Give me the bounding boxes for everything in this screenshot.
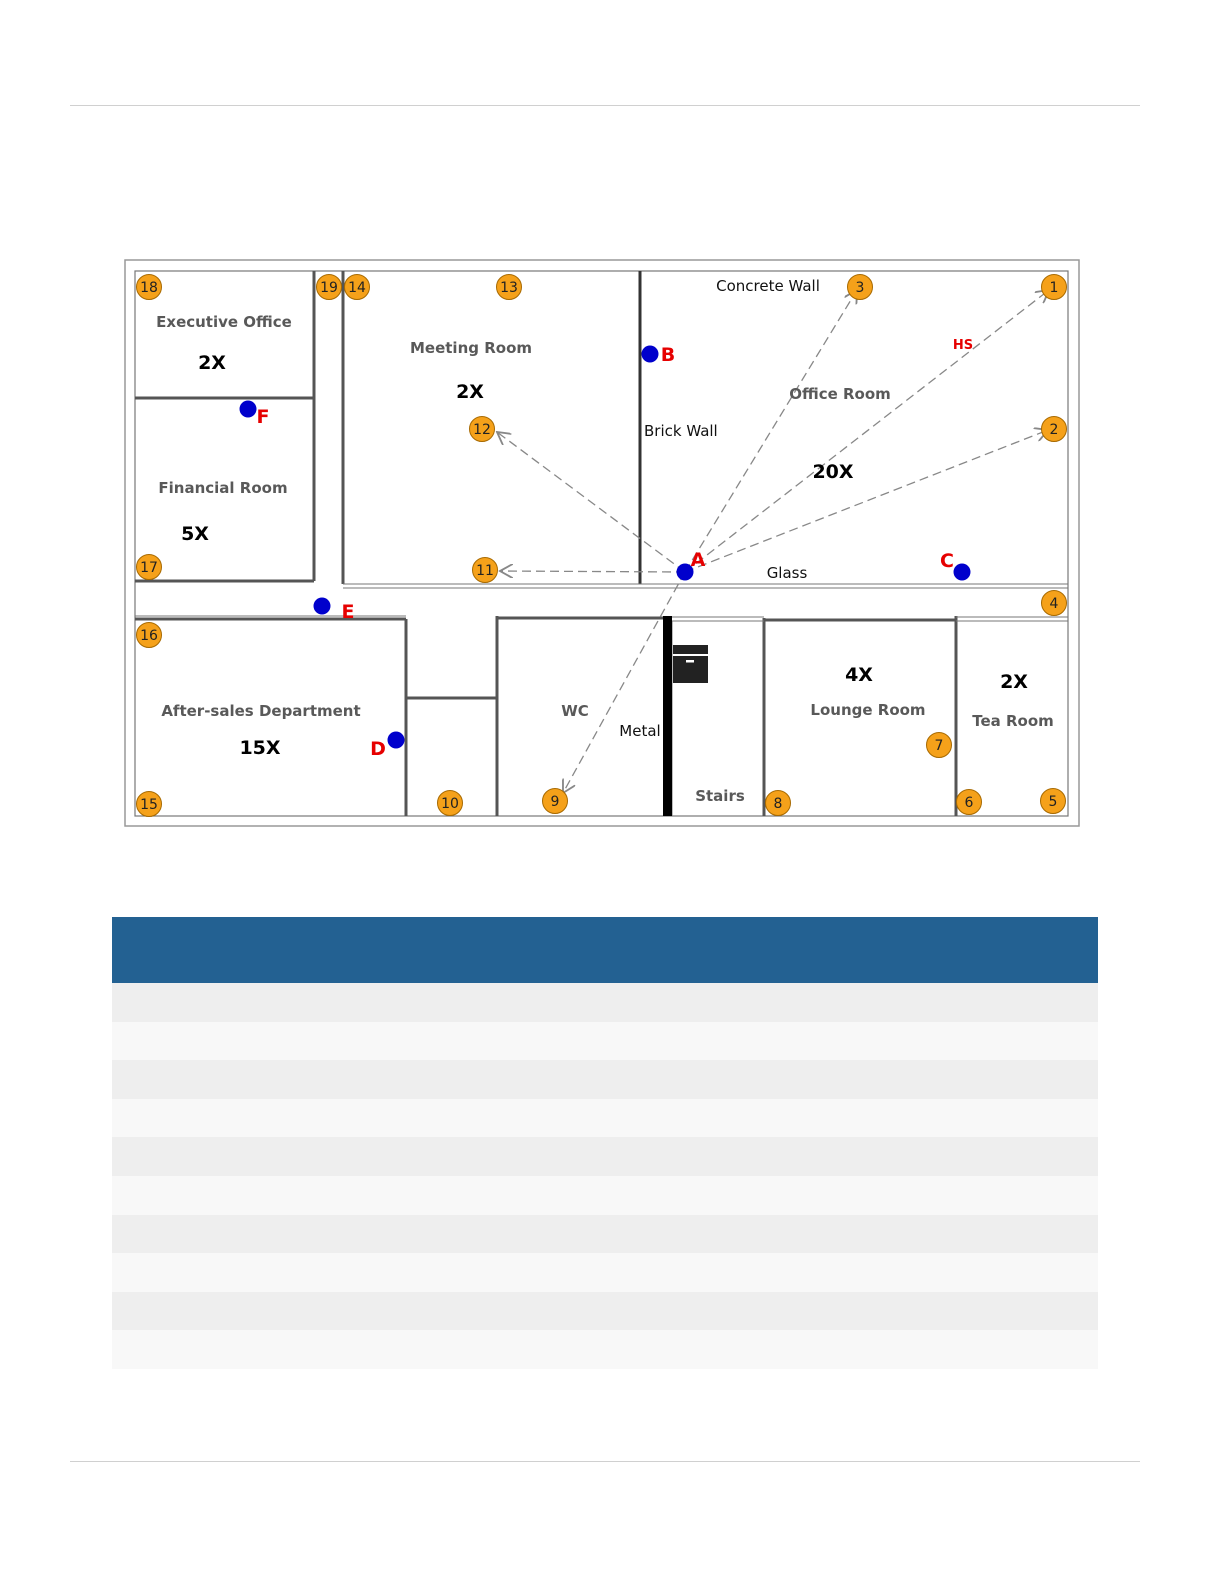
- multiplier-after-sales-department: 15X: [239, 737, 281, 759]
- table-body: [112, 983, 1098, 1369]
- test-point-2: [1042, 417, 1067, 442]
- access-point-marker: [240, 401, 257, 418]
- test-point-13: [497, 275, 522, 300]
- test-point-4: [1042, 591, 1067, 616]
- test-point-number: 7: [934, 738, 944, 754]
- material-label-metal: Metal: [619, 722, 661, 740]
- test-point-14: [345, 275, 370, 300]
- room-label-office-room: Office Room: [789, 385, 891, 403]
- test-point-number: 11: [476, 563, 494, 579]
- data-table: [112, 917, 1098, 1369]
- test-point-15: [137, 792, 162, 817]
- room-label-executive-office: Executive Office: [156, 313, 292, 331]
- access-point-label: F: [256, 406, 270, 428]
- table-row: [112, 1060, 1098, 1099]
- access-point-marker: [388, 732, 405, 749]
- test-point-number: 3: [855, 280, 865, 296]
- access-point-marker: [642, 346, 659, 363]
- test-point-number: 9: [550, 794, 560, 810]
- room-label-stairs: Stairs: [695, 787, 745, 805]
- access-point-label: B: [660, 344, 676, 366]
- table-row: [112, 1137, 1098, 1176]
- table-row: [112, 1292, 1098, 1331]
- test-point-3: [848, 275, 873, 300]
- multiplier-meeting-room: 2X: [456, 381, 484, 403]
- material-label-glass: Glass: [766, 564, 808, 582]
- table-header: [112, 917, 1098, 983]
- access-point-marker: [314, 598, 331, 615]
- multiplier-tea-room: 2X: [1000, 671, 1028, 693]
- multiplier-financial-room: 5X: [181, 523, 209, 545]
- test-point-number: 5: [1048, 794, 1058, 810]
- cabinet-icon: [673, 645, 708, 683]
- test-point-16: [137, 623, 162, 648]
- access-point-label: E: [341, 601, 355, 623]
- test-point-11: [473, 558, 498, 583]
- test-point-number: 8: [773, 796, 783, 812]
- test-point-9: [543, 789, 568, 814]
- table-row: [112, 1215, 1098, 1254]
- test-point-number: 14: [348, 280, 366, 296]
- room-label-financial-room: Financial Room: [158, 479, 288, 497]
- access-point-label: D: [370, 738, 386, 760]
- table-row: [112, 1022, 1098, 1061]
- material-label-brick: Brick Wall: [644, 422, 718, 440]
- multiplier-office-room: 20X: [812, 461, 854, 483]
- test-point-6: [957, 790, 982, 815]
- test-point-number: 6: [964, 795, 974, 811]
- test-point-number: 17: [140, 560, 158, 576]
- access-point-label: C: [940, 550, 954, 572]
- table-row: [112, 1176, 1098, 1215]
- test-point-19: [317, 275, 342, 300]
- test-point-number: 18: [140, 280, 158, 296]
- test-point-number: 16: [140, 628, 158, 644]
- room-label-wc: WC: [561, 702, 589, 720]
- test-point-10: [438, 791, 463, 816]
- test-point-7: [927, 733, 952, 758]
- test-point-1: [1042, 275, 1067, 300]
- test-point-number: 2: [1049, 422, 1059, 438]
- room-label-meeting-room: Meeting Room: [409, 339, 533, 357]
- material-label-concrete: Concrete Wall: [716, 277, 820, 295]
- test-point-number: 10: [441, 796, 459, 812]
- test-point-number: 13: [500, 280, 518, 296]
- test-point-8: [766, 791, 791, 816]
- hs-label: HS: [952, 338, 974, 353]
- bottom-rule: [70, 1461, 1140, 1462]
- table-row: [112, 1099, 1098, 1138]
- test-point-18: [137, 275, 162, 300]
- multiplier-executive-office: 2X: [198, 352, 226, 374]
- test-point-17: [137, 555, 162, 580]
- room-label-after-sales-department: After-sales Department: [161, 702, 361, 720]
- multiplier-lounge-room: 4X: [845, 664, 873, 686]
- metal-wall: [663, 616, 672, 816]
- test-point-number: 19: [320, 280, 338, 296]
- test-point-5: [1041, 789, 1066, 814]
- test-point-number: 1: [1049, 280, 1059, 296]
- test-point-12: [470, 417, 495, 442]
- test-point-number: 12: [473, 422, 491, 438]
- room-label-lounge-room: Lounge Room: [810, 701, 926, 719]
- table-row: [112, 983, 1098, 1022]
- access-point-marker: [954, 564, 971, 581]
- test-point-number: 4: [1049, 596, 1059, 612]
- room-label-tea-room: Tea Room: [972, 712, 1054, 730]
- access-point-label: A: [690, 549, 706, 571]
- test-point-number: 15: [140, 797, 158, 813]
- table-row: [112, 1330, 1098, 1369]
- table-row: [112, 1253, 1098, 1292]
